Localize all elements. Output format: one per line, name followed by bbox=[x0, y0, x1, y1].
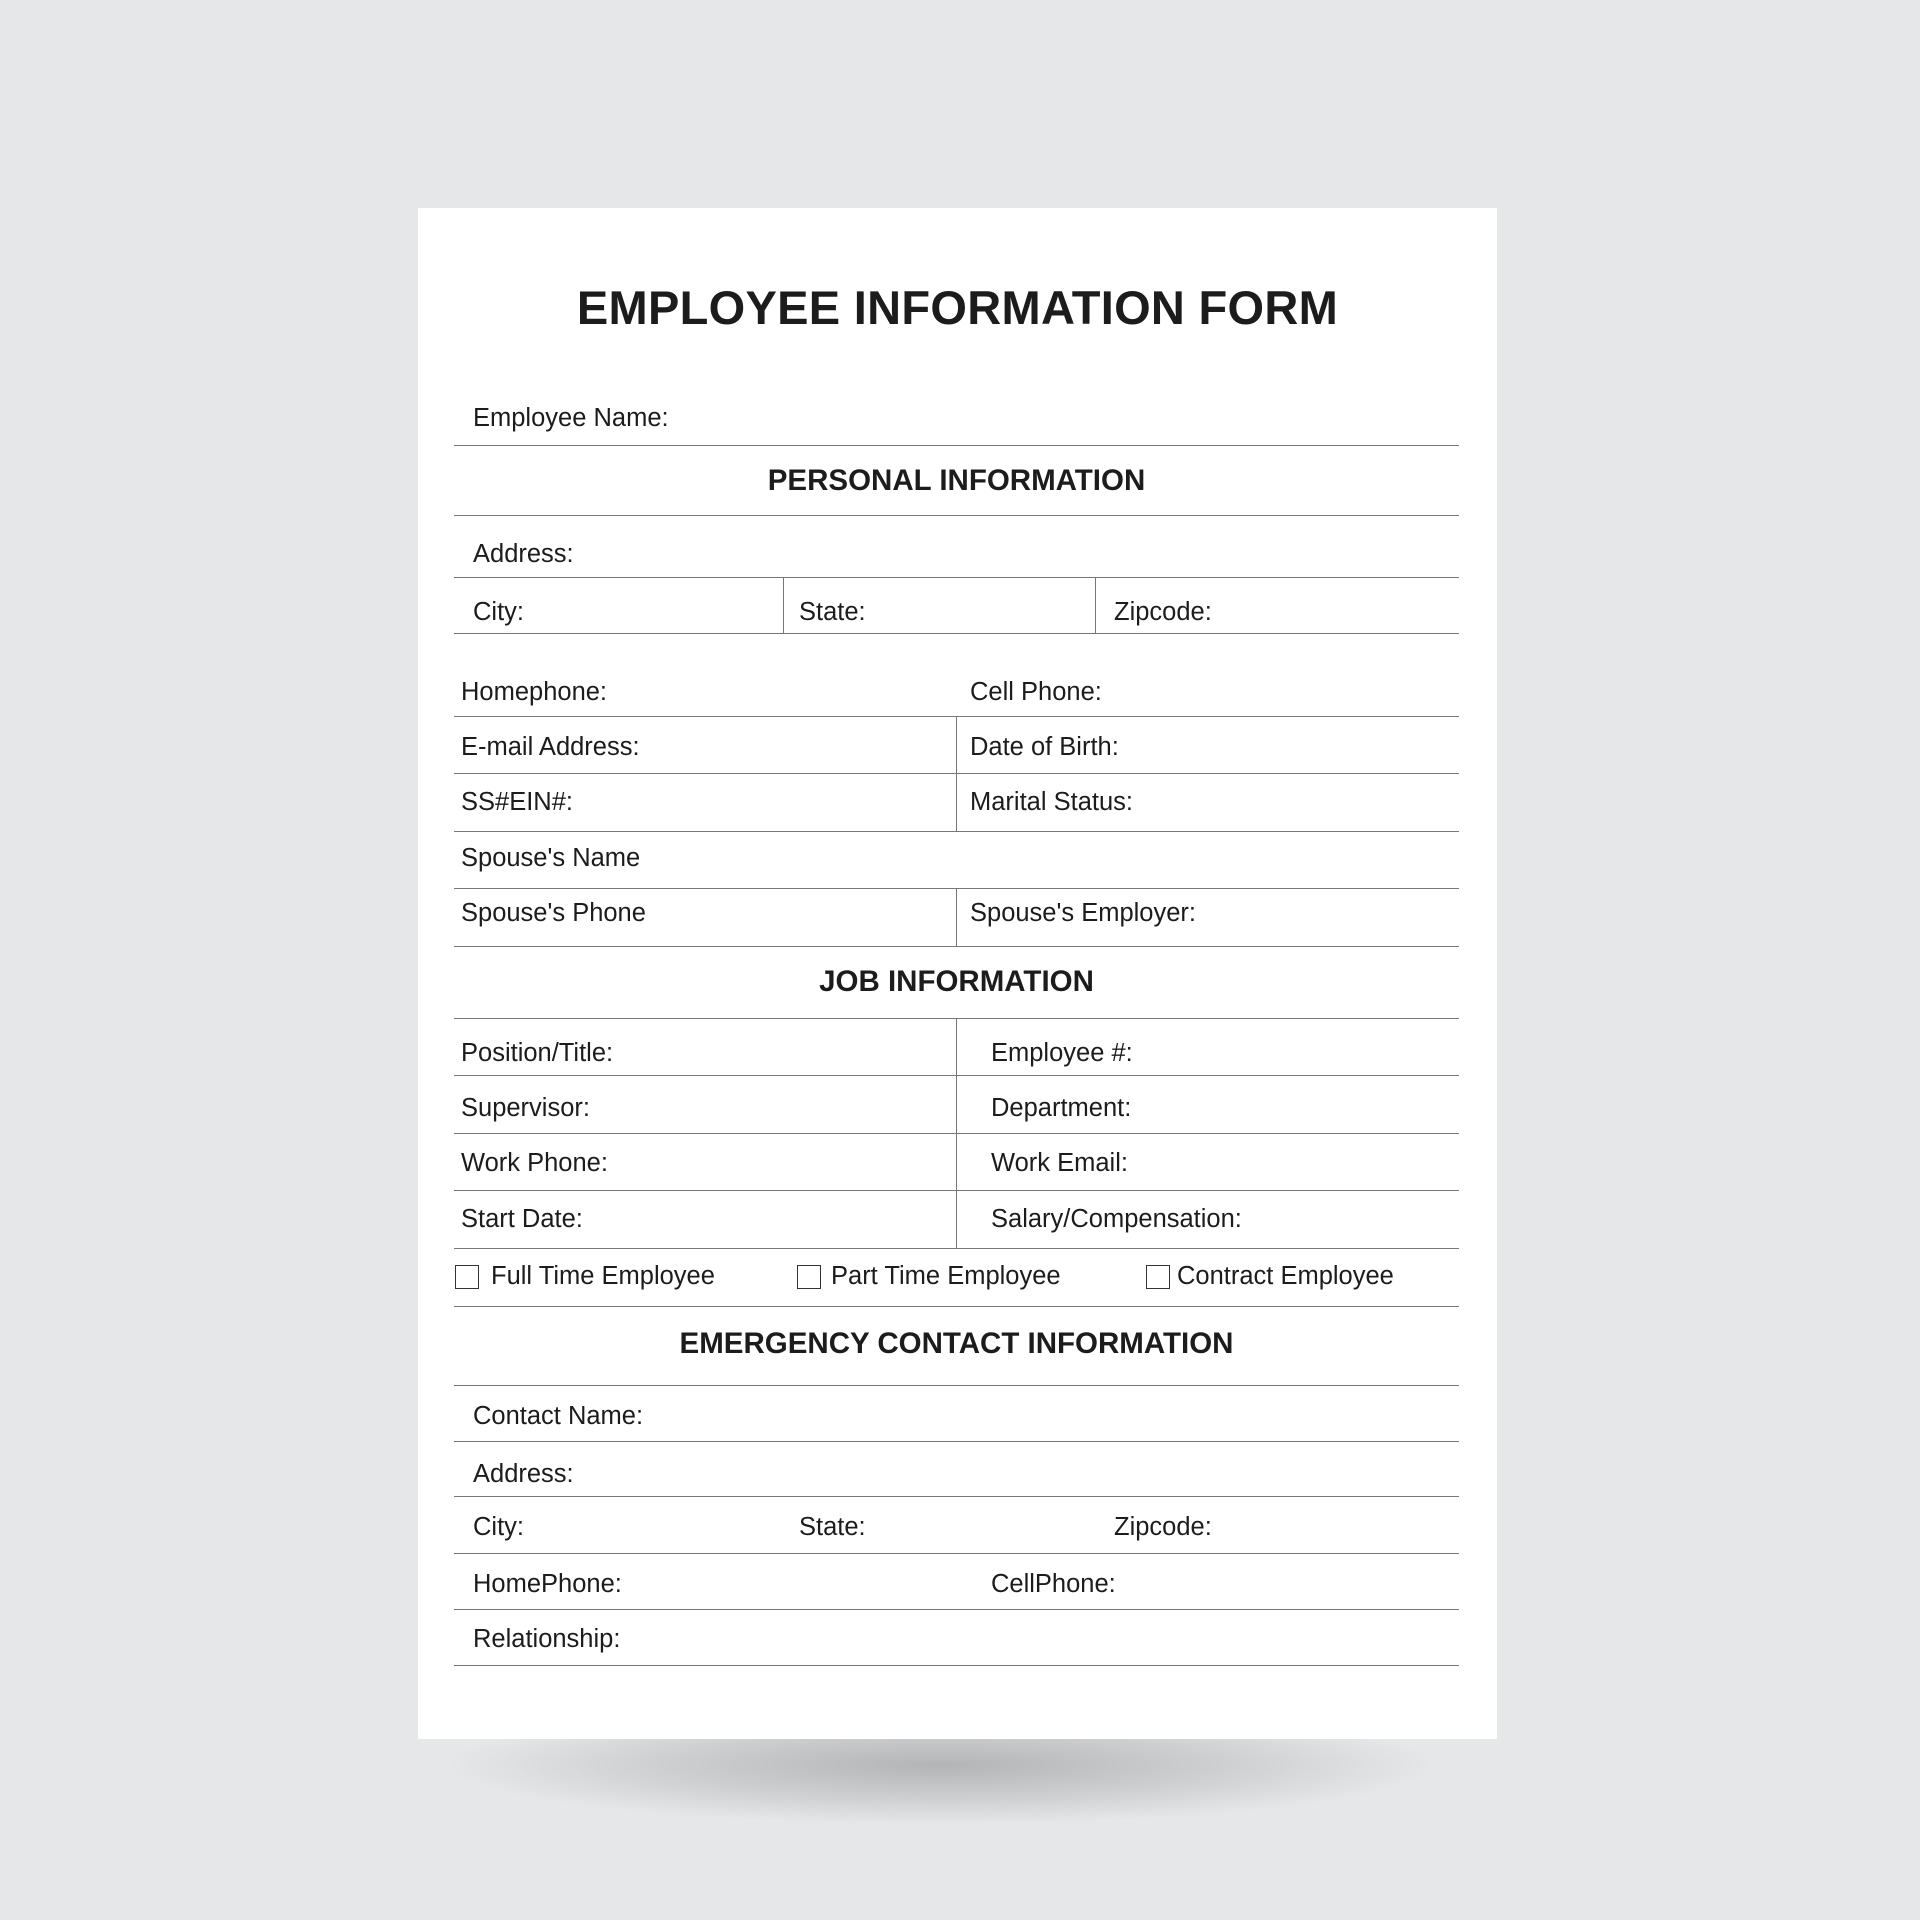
divider bbox=[454, 1306, 1459, 1307]
work-phone-label: Work Phone: bbox=[461, 1149, 608, 1177]
relationship-line[interactable] bbox=[454, 1665, 1459, 1666]
personal-info-heading: PERSONAL INFORMATION bbox=[767, 464, 1146, 497]
homephone-label: Homephone: bbox=[461, 678, 608, 706]
state-label: State: bbox=[799, 598, 866, 626]
part-time-checkbox[interactable] bbox=[797, 1265, 821, 1289]
dob-label: Date of Birth: bbox=[970, 733, 1119, 761]
emergency-zipcode-label: Zipcode: bbox=[1114, 1513, 1212, 1541]
emergency-cellphone-label: CellPhone: bbox=[991, 1570, 1116, 1598]
spouse-phone-label: Spouse's Phone bbox=[461, 899, 646, 927]
emergency-info-heading: EMERGENCY CONTACT INFORMATION bbox=[679, 1327, 1234, 1360]
address-line[interactable] bbox=[454, 577, 1459, 578]
contract-checkbox[interactable] bbox=[1146, 1265, 1170, 1289]
spouse-phone-employer-line[interactable] bbox=[454, 946, 1459, 947]
ssn-label: SS#EIN#: bbox=[461, 788, 573, 816]
start-date-label: Start Date: bbox=[461, 1205, 583, 1233]
ssn-marital-line[interactable] bbox=[454, 831, 1459, 832]
divider bbox=[956, 773, 957, 831]
divider bbox=[454, 515, 1459, 516]
divider bbox=[1095, 577, 1096, 633]
contact-name-label: Contact Name: bbox=[473, 1402, 644, 1430]
divider bbox=[956, 716, 957, 773]
part-time-label: Part Time Employee bbox=[831, 1262, 1061, 1290]
emergency-state-label: State: bbox=[799, 1513, 866, 1541]
emergency-address-line[interactable] bbox=[454, 1496, 1459, 1497]
supervisor-label: Supervisor: bbox=[461, 1094, 590, 1122]
contract-label: Contract Employee bbox=[1177, 1262, 1394, 1290]
relationship-label: Relationship: bbox=[473, 1625, 621, 1653]
start-date-line[interactable] bbox=[454, 1248, 1459, 1249]
city-state-zip-line[interactable] bbox=[454, 633, 1459, 634]
divider bbox=[783, 577, 784, 633]
contact-name-line[interactable] bbox=[454, 1441, 1459, 1442]
emergency-homephone-label: HomePhone: bbox=[473, 1570, 622, 1598]
emergency-address-label: Address: bbox=[473, 1460, 574, 1488]
work-email-label: Work Email: bbox=[991, 1149, 1128, 1177]
zipcode-label: Zipcode: bbox=[1114, 598, 1212, 626]
spouse-name-label: Spouse's Name bbox=[461, 844, 641, 872]
salary-label: Salary/Compensation: bbox=[991, 1205, 1242, 1233]
divider bbox=[956, 1018, 957, 1248]
form-title: EMPLOYEE INFORMATION FORM bbox=[576, 281, 1339, 334]
employee-number-label: Employee #: bbox=[991, 1039, 1133, 1067]
form-sheet bbox=[418, 208, 1497, 1739]
employee-name-label: Employee Name: bbox=[473, 404, 669, 432]
city-label: City: bbox=[473, 598, 524, 626]
full-time-label: Full Time Employee bbox=[491, 1262, 715, 1290]
job-info-heading: JOB INFORMATION bbox=[819, 965, 1094, 998]
email-label: E-mail Address: bbox=[461, 733, 640, 761]
emergency-city-label: City: bbox=[473, 1513, 524, 1541]
employee-name-line[interactable] bbox=[454, 445, 1459, 446]
marital-status-label: Marital Status: bbox=[970, 788, 1133, 816]
spouse-employer-label: Spouse's Employer: bbox=[970, 899, 1196, 927]
position-label: Position/Title: bbox=[461, 1039, 614, 1067]
cell-phone-label: Cell Phone: bbox=[970, 678, 1102, 706]
divider bbox=[454, 1385, 1459, 1386]
divider bbox=[956, 888, 957, 946]
full-time-checkbox[interactable] bbox=[455, 1265, 479, 1289]
emergency-phone-line[interactable] bbox=[454, 1609, 1459, 1610]
address-label: Address: bbox=[473, 540, 574, 568]
emergency-city-line[interactable] bbox=[454, 1553, 1459, 1554]
department-label: Department: bbox=[991, 1094, 1132, 1122]
